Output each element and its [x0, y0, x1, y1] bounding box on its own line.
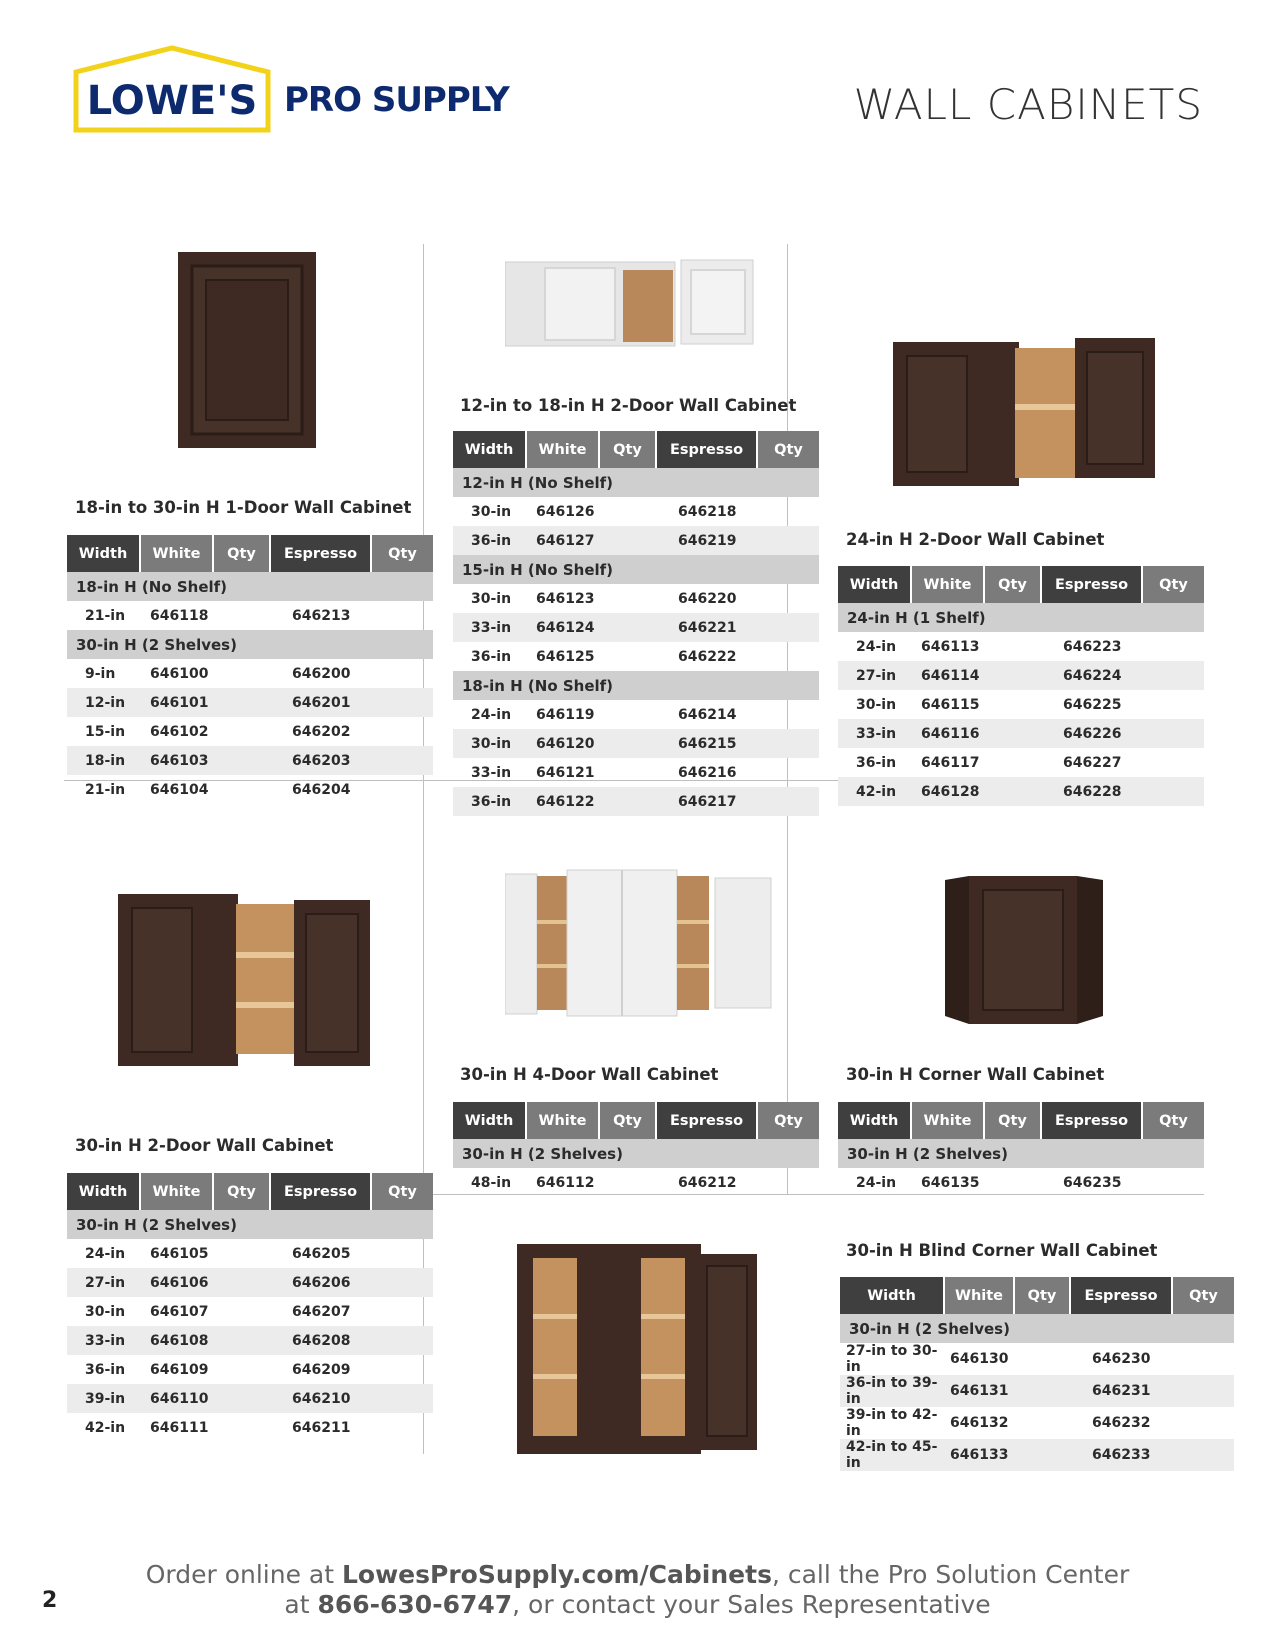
sku-table [838, 1102, 1204, 1197]
sku-table [838, 566, 1204, 806]
group-row: 24-in H (1 Shelf) [838, 603, 1204, 632]
col-header: Qty [213, 535, 270, 572]
table-row: 24-in 646113 646223 [856, 638, 1122, 655]
brand-name: PRO SUPPLY [284, 80, 509, 120]
footer-phone: 866-630-6747 [317, 1590, 513, 1619]
col-header: White [526, 431, 599, 468]
col-header: Width [453, 1102, 526, 1139]
col-header: Qty [984, 1102, 1041, 1139]
cabinet-4-door-white-image [505, 864, 773, 1024]
col-header: White [140, 535, 213, 572]
table-row: 24-in 646135 646235 [856, 1174, 1122, 1191]
group-row: 18-in H (No Shelf) [67, 572, 433, 601]
col-header: Width [453, 431, 526, 468]
col-header: Espresso [1070, 1277, 1172, 1314]
table-row: 15-in 646102 646202 [85, 723, 351, 740]
col-header: Qty [757, 431, 819, 468]
table-row: 36-in to 39-in 646131 646231 [840, 1375, 1234, 1407]
col-header: Qty [1172, 1277, 1234, 1314]
table-row: 30-in 646126 646218 [471, 503, 737, 520]
table-row: 33-in 646124 646221 [453, 613, 819, 642]
lowes-logo [72, 44, 272, 136]
section-title: 24-in H 2-Door Wall Cabinet [846, 530, 1105, 549]
section-title: 30-in H 2-Door Wall Cabinet [75, 1136, 334, 1155]
col-header: Espresso [1041, 566, 1142, 603]
col-header: Qty [1142, 1102, 1204, 1139]
table-row: 12-in 646101 646201 [67, 688, 433, 717]
table-row: 30-in 646115 646225 [856, 696, 1122, 713]
table-row: 24-in 646119 646214 [471, 706, 737, 723]
col-header: Width [67, 535, 140, 572]
cabinet-1-door-image [178, 252, 316, 448]
col-header: White [911, 566, 984, 603]
table-row: 39-in 646110 646210 [67, 1384, 433, 1413]
page-number: 2 [42, 1588, 58, 1613]
col-header: Width [840, 1277, 944, 1314]
table-row: 33-in 646108 646208 [67, 1326, 433, 1355]
col-header: Espresso [270, 535, 371, 572]
col-header: Espresso [656, 431, 757, 468]
table-row: 27-in 646106 646206 [67, 1268, 433, 1297]
sku-table [67, 535, 433, 804]
cabinet-corner-image [945, 876, 1103, 1024]
col-header: White [944, 1277, 1014, 1314]
table-row: 33-in 646116 646226 [838, 719, 1204, 748]
col-header: Qty [213, 1173, 270, 1210]
table-row: 30-in 646120 646215 [453, 729, 819, 758]
col-header: Width [838, 1102, 911, 1139]
page-title: WALL CABINETS [853, 80, 1203, 129]
col-header: Espresso [656, 1102, 757, 1139]
table-row: 42-in 646128 646228 [838, 777, 1204, 806]
col-header: Espresso [270, 1173, 371, 1210]
section-title: 30-in H Corner Wall Cabinet [846, 1065, 1105, 1084]
table-row: 30-in 646107 646207 [85, 1303, 351, 1320]
table-row: 36-in 646117 646227 [856, 754, 1122, 771]
col-header: Width [67, 1173, 140, 1210]
footer-url-link[interactable]: LowesProSupply.com/Cabinets [341, 1560, 772, 1589]
col-header: Qty [599, 1102, 656, 1139]
table-row: 42-in 646111 646211 [85, 1419, 351, 1436]
table-row: 27-in 646114 646224 [838, 661, 1204, 690]
section-title: 18-in to 30-in H 1-Door Wall Cabinet [75, 498, 412, 517]
col-header: White [526, 1102, 599, 1139]
col-header: White [911, 1102, 984, 1139]
table-row: 36-in 646122 646217 [453, 787, 819, 816]
group-row: 30-in H (2 Shelves) [67, 630, 433, 659]
table-row: 33-in 646121 646216 [471, 764, 737, 781]
section-title: 30-in H 4-Door Wall Cabinet [460, 1065, 719, 1084]
footer-contact: Order online at LowesProSupply.com/Cabinets, call the Pro Solution Center at 866-630-6747, or contact your Sales Representative [145, 1560, 1130, 1619]
table-row: 27-in to 30-in 646130 646230 [846, 1343, 1151, 1375]
table-row: 9-in 646100 646200 [85, 665, 351, 682]
table-row: 24-in 646105 646205 [85, 1245, 351, 1262]
section-title: 30-in H Blind Corner Wall Cabinet [846, 1241, 1158, 1260]
col-header: Qty [371, 535, 433, 572]
group-row: 30-in H (2 Shelves) [838, 1139, 1204, 1168]
col-header: Qty [1142, 566, 1204, 603]
table-row: 48-in 646112 646212 [471, 1174, 737, 1191]
col-header: Qty [984, 566, 1041, 603]
svg-text:LOWE'S: LOWE'S [86, 78, 258, 124]
col-header: Espresso [1041, 1102, 1142, 1139]
section-title: 12-in to 18-in H 2-Door Wall Cabinet [460, 396, 797, 415]
sku-table [67, 1173, 433, 1442]
sku-table [840, 1277, 1234, 1471]
group-row: 15-in H (No Shelf) [453, 555, 819, 584]
group-row: 12-in H (No Shelf) [453, 468, 819, 497]
group-row: 30-in H (2 Shelves) [453, 1139, 819, 1168]
group-row: 30-in H (2 Shelves) [840, 1314, 1234, 1343]
table-row: 36-in 646127 646219 [453, 526, 819, 555]
table-row: 39-in to 42-in 646132 646232 [846, 1407, 1151, 1439]
group-row: 30-in H (2 Shelves) [67, 1210, 433, 1239]
table-row: 42-in to 45-in 646133 646233 [840, 1439, 1234, 1471]
table-row: 21-in 646104 646204 [85, 781, 351, 798]
cabinet-24in-2-door-image [893, 334, 1155, 486]
table-row: 21-in 646118 646213 [85, 607, 351, 624]
col-header: Qty [1014, 1277, 1070, 1314]
table-row: 36-in 646109 646209 [85, 1361, 351, 1378]
cabinet-30in-2-door-image [118, 890, 370, 1070]
cabinet-blind-corner-image [517, 1244, 757, 1454]
cabinet-2-door-white-image [505, 258, 755, 350]
sku-table [453, 431, 819, 816]
table-row: 30-in 646123 646220 [471, 590, 737, 607]
col-header: Qty [371, 1173, 433, 1210]
col-header: Qty [757, 1102, 819, 1139]
col-header: Width [838, 566, 911, 603]
table-row: 18-in 646103 646203 [67, 746, 433, 775]
col-header: White [140, 1173, 213, 1210]
table-row: 36-in 646125 646222 [471, 648, 737, 665]
group-row: 18-in H (No Shelf) [453, 671, 819, 700]
sku-table [453, 1102, 819, 1197]
col-header: Qty [599, 431, 656, 468]
